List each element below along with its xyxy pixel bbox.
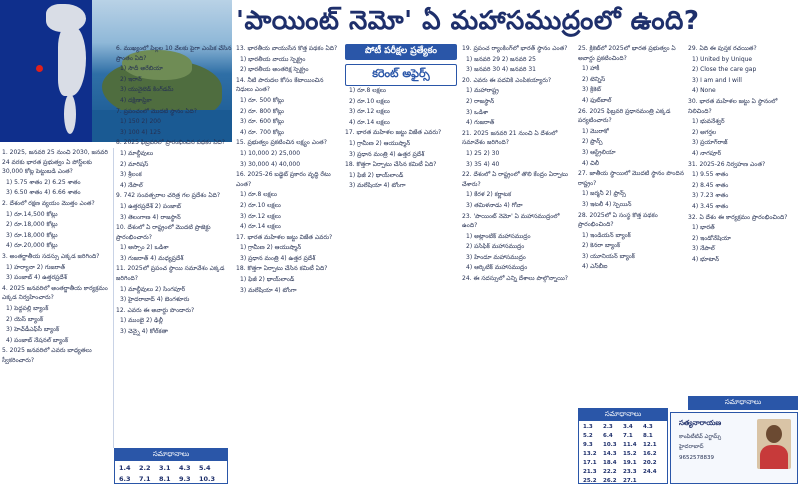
question-column-4 xyxy=(462,44,574,484)
answers-box-3 xyxy=(688,396,798,410)
question-text: 19. ప్రపంచ ర్యాంకింగ్‌లో భారత్ స్థానం ఎంత? xyxy=(462,45,568,52)
answer-option: 2) రూ.10 లక్షలు xyxy=(349,97,390,105)
answer-option: 4) పంజాబ్ నేషనల్ బ్యాంక్ xyxy=(6,336,69,344)
answer-option: 1) ఫిజీ 2) థాయ్‌లాండ్ xyxy=(240,276,295,284)
answer-option: 3) శ్రీలంక xyxy=(120,171,142,179)
answer-option: 1) ఉత్తరప్రదేశ్ 2) పంజాబ్ xyxy=(120,202,181,210)
answer-option: 2) ఫ్రాన్స్ xyxy=(582,138,603,146)
question-text: 30. భారత మహిళల జట్టు ఏ స్థానంలో నిలిచింది? xyxy=(688,97,778,115)
answer-option: 3) 7.23 శాతం xyxy=(692,192,729,200)
answer-option: 3) మలేషియా 4) టోంగా xyxy=(240,286,297,294)
question-text: 5. 2025 జనవరిలో ఎవరు బాధ్యతలు స్వీకరించారు? xyxy=(2,347,92,364)
question-text: 9. 742 సంవత్సరాల చరిత్ర గల ప్రదేశం ఏది? xyxy=(116,192,221,200)
question-column-3b xyxy=(345,86,457,484)
answer-key: 10.3 xyxy=(199,475,216,483)
question-text: 13. భారతీయ వాయుసేన కొత్త పథకం ఏది? xyxy=(236,45,338,52)
answer-option: 4) ఆర్కిటిక్ మహాసముద్రం xyxy=(466,264,528,272)
answer-option: 3) 30,000 4) 40,000 xyxy=(240,160,301,168)
answer-key: 21.3 xyxy=(583,469,597,475)
answer-option: 1) 9.55 శాతం xyxy=(692,171,729,179)
answer-option: 2) అగర్తల xyxy=(692,128,717,136)
question-text: 7. ప్రపంచంలో మొదటి స్థానం ఏది? xyxy=(116,107,197,115)
author-photo xyxy=(757,419,791,469)
answer-option: 2) Close the care gap xyxy=(692,66,757,74)
answer-key: 4.3 xyxy=(643,424,653,430)
answer-option: 4) రూ.14 లక్షలు xyxy=(240,223,281,231)
answer-option: 1) United by Unique xyxy=(692,55,753,63)
question-text: 12. ఎవరు ఈ అవార్డు పొందారు? xyxy=(116,306,195,314)
answer-key: 12.1 xyxy=(643,442,657,448)
answer-key: 5.4 xyxy=(199,464,211,472)
answer-option: 3) ప్రధాన మంత్రి 4) ఉత్తర ప్రదేశ్ xyxy=(240,254,316,262)
answer-option: 3) ఒడిశా xyxy=(466,108,489,116)
answers-box-2 xyxy=(578,408,668,484)
question-text: 27. జాతీయ స్థాయిలో మొదటి స్థానం పొందిన రాష్ట్రం? xyxy=(578,170,684,187)
answer-option: 4) రూ.20,000 కోట్లు xyxy=(6,242,58,250)
answer-key: 9.3 xyxy=(179,475,191,483)
answer-key: 26.2 xyxy=(603,478,617,484)
author-phone: 9652578839 xyxy=(679,455,714,461)
answer-key: 4.3 xyxy=(179,464,191,472)
question-text: 11. 2025లో ప్రపంచ స్థాయి సమావేశం ఎక్కడ జరిగింది? xyxy=(116,265,225,283)
answer-option: 2) రూ.18,000 కోట్లు xyxy=(6,221,58,229)
answer-option: 1) 5.75 శాతం 2) 6.25 శాతం xyxy=(6,178,81,186)
answer-option: 1) రూ. 500 కోట్లు xyxy=(240,96,284,104)
answer-key: 24.4 xyxy=(643,469,657,475)
question-text: 2. దేశంలో రక్షణ వ్యయం మొత్తం ఎంత? xyxy=(2,199,95,207)
question-column-1 xyxy=(2,148,112,448)
answer-option: 1) జర్మనీ 2) ఫ్రాన్స్ xyxy=(582,190,626,198)
answer-key: 2.2 xyxy=(139,464,151,472)
answer-option: 1) మహారాష్ట్ర xyxy=(466,87,499,95)
answer-option: 1) గ్రామీణ 2) ఆయుష్మాన్ xyxy=(240,244,302,252)
question-text: 21. 2025 జనవరి 21 నుంచి ఏ దేశంలో సమావేశం జరిగింది? xyxy=(462,129,558,147)
world-map-image xyxy=(0,0,92,142)
question-text: 24. ఈ సదస్సులో ఎన్ని దేశాలు పాల్గొన్నాయి? xyxy=(462,275,568,283)
answer-option: 2) భారతీయ అంతరిక్ష స్పెక్ట్రం xyxy=(240,66,309,74)
answer-key: 8.1 xyxy=(159,475,171,483)
answer-option: 3) హిందూ మహాసముద్రం xyxy=(466,253,526,261)
answer-option: 1) అట్లాంటిక్ మహాసముద్రం xyxy=(466,232,531,240)
answer-option: 3) రూ.12 లక్షలు xyxy=(240,212,281,220)
answer-option: 3) తమిళనాడు 4) గోవా xyxy=(466,201,523,209)
answer-option: 3) క్రికెట్ xyxy=(582,86,601,94)
author-role: కాంపిటీటివ్ ఎగ్జామ్స్ xyxy=(679,434,722,440)
answer-option: 2) 8.45 శాతం xyxy=(692,181,729,189)
question-text: 16. 2025-26 బడ్జెట్ ప్రకారం వృద్ధి రేటు ఎంత? xyxy=(236,171,331,188)
answer-option: 3) ఆస్ట్రేలియా xyxy=(582,148,616,156)
answer-option: 2) రూ.10 లక్షలు xyxy=(240,201,281,209)
answer-option: 3) తెలంగాణ 4) రాజస్థాన్ xyxy=(120,213,181,221)
answer-option: 1) ఫిజీ 2) థాయ్‌లాండ్ xyxy=(349,171,404,179)
answer-option: 1) మాల్దీవులు 2) సింగపూర్ xyxy=(120,285,186,293)
answer-option: 1) 150 2) 200 xyxy=(120,118,161,126)
question-column-6 xyxy=(688,44,798,394)
answer-option: 2) కెనరా బ్యాంక్ xyxy=(582,242,621,250)
answer-key: 16.2 xyxy=(643,451,657,457)
question-column-2 xyxy=(116,44,232,446)
answer-option: 1) సౌదీ అరేబియా xyxy=(120,65,163,73)
answer-key: 8.1 xyxy=(643,433,653,439)
answer-option: 1) భువనేశ్వర్ xyxy=(692,118,725,126)
answer-option: 2) ఇరాన్ xyxy=(120,75,142,83)
answer-key: 27.1 xyxy=(623,478,637,484)
question-text: 17. భారత మహిళల జట్టు విజేత ఎవరు? xyxy=(236,233,333,241)
author-card xyxy=(670,412,798,484)
answer-option: 1) ముంబై 2) ఢిల్లీ xyxy=(120,317,163,325)
answer-option: 3) చెన్నై 4) కోల్‌కతా xyxy=(120,328,169,336)
answer-key: 5.2 xyxy=(583,433,593,439)
answer-key: 6.3 xyxy=(119,475,131,483)
answers-heading: సమాధానాలు xyxy=(689,397,797,409)
answer-option: 2) యెస్ బ్యాంక్ xyxy=(6,315,44,323)
question-text: 18. కొత్తగా ఏర్పాటు చేసిన కమిటీ ఏది? xyxy=(236,265,328,273)
question-text: 3. అంతర్జాతీయ సదస్సు ఎక్కడ జరిగింది? xyxy=(2,252,100,260)
answer-key: 15.2 xyxy=(623,451,637,457)
question-text: 15. ప్రభుత్వం ప్రకటించిన లక్ష్యం ఎంత? xyxy=(236,139,327,147)
answer-option: 1) రూ.14,500 కోట్లు xyxy=(6,210,58,218)
answer-option: 1) 10,000 2) 25,000 xyxy=(240,149,301,157)
answer-option: 3) యునైటెడ్ కింగ్‌డమ్ xyxy=(120,86,174,94)
answer-option: 4) గుజరాత్ xyxy=(466,119,495,127)
answer-option: 2) టెన్నిస్ xyxy=(582,75,606,83)
answer-option: 3) 35 4) 40 xyxy=(466,160,500,168)
answer-key: 9.3 xyxy=(583,442,593,448)
question-text: 6. ముఖ్యంలో పిల్లల 10 వేలకు పైగా ఎంపిక చేసిన ప్రాంతం ఏది? xyxy=(116,45,232,62)
answer-key: 2.3 xyxy=(603,424,613,430)
answer-option: 3) గుజరాత్ 4) మధ్యప్రదేశ్ xyxy=(120,254,184,262)
answer-option: 1) 25 2) 30 xyxy=(466,149,500,157)
answer-key: 19.1 xyxy=(623,460,637,466)
answer-option: 1) మాల్దీవులు xyxy=(120,149,154,157)
answer-option: 3) పంజాబ్ 4) ఉత్తరప్రదేశ్ xyxy=(6,274,67,282)
answer-option: 3) మలేషియా 4) టోంగా xyxy=(349,182,406,190)
question-text: 25. క్రికెట్‌లో 2025లో భారత ప్రభుత్వం ఏ అవార్డు ప్రకటించింది? xyxy=(578,45,676,62)
answer-key: 7.1 xyxy=(139,475,151,483)
section-subtitle: కరెంట్ అఫైర్స్ xyxy=(345,64,457,86)
answer-key: 10.3 xyxy=(603,442,617,448)
answer-option: 2) రూ. 800 కోట్లు xyxy=(240,107,284,115)
question-text: 28. 2025లో ఏ సంస్థ కొత్త పథకం ప్రారంభించింది? xyxy=(578,211,658,229)
question-text: 8. 2025 ఫిబ్రవరిలో ప్రారంభించిన పథకం ఏది? xyxy=(116,139,225,147)
answer-option: 1) జనవరి 29 2) జనవరి 25 xyxy=(466,55,536,63)
answer-option: 2) ఇండోనేషియా xyxy=(692,234,731,242)
answer-key: 6.4 xyxy=(603,433,613,439)
question-text: 26. 2025 ఫిబ్రవరి ప్రధానమంత్రి ఎక్కడ పర్యటించారు? xyxy=(578,107,671,125)
answer-option: 3) 100 4) 125 xyxy=(120,128,161,136)
column-divider xyxy=(113,148,114,448)
answer-option: 1) అస్సాం 2) ఒడిశా xyxy=(120,244,169,252)
answer-option: 3) హైదరాబాద్ 4) బెంగళూరు xyxy=(120,296,190,304)
answers-grid-2 xyxy=(579,421,667,487)
answer-key: 13.2 xyxy=(583,451,597,457)
answers-heading: సమాధానాలు xyxy=(115,449,227,461)
answer-option: 3) 6.50 శాతం 4) 6.66 శాతం xyxy=(6,189,81,197)
answer-option: 2) రాజస్థాన్ xyxy=(466,97,495,105)
question-text: 10. దేశంలో ఏ రాష్ట్రంలో మొదటి ప్రాజెక్టు ప్రారంభించారు? xyxy=(116,224,211,241)
page-title: 'పాయింట్ నెమో' ఏ మహాసముద్రంలో ఉంది? xyxy=(236,6,700,36)
answer-option: 4) ఎస్‌బీఐ xyxy=(582,263,608,271)
question-column-3 xyxy=(236,44,340,484)
answer-option: 3) I am and I will xyxy=(692,76,742,84)
question-text: 32. ఏ దేశం ఈ కార్యక్రమం ప్రారంభించింది? xyxy=(688,213,788,221)
question-column-5 xyxy=(578,44,684,404)
question-text: 22. దేశంలో ఏ రాష్ట్రంలో తొలి కేంద్రం ఏర్పాటు చేశారు? xyxy=(462,171,569,188)
answer-key: 17.1 xyxy=(583,460,597,466)
answer-option: 1) రూ.8 లక్షలు xyxy=(240,191,277,199)
answer-option: 3) హెచ్‌డీఎఫ్‌సీ బ్యాంక్ xyxy=(6,326,60,334)
question-text: 20. ఎవరు ఈ పదవికి ఎంపికయ్యారు? xyxy=(462,76,552,84)
answer-option: 4) None xyxy=(692,87,716,95)
answer-option: 3) జనవరి 30 4) జనవరి 31 xyxy=(466,66,536,74)
answer-key: 23.3 xyxy=(623,469,637,475)
section-badge: పోటీ పరీక్షల ప్రత్యేకం xyxy=(345,44,457,60)
answer-option: 4) చిలీ xyxy=(582,159,600,167)
answer-option: 4) రూ. 700 కోట్లు xyxy=(240,128,284,136)
question-text: 14. నీటి పారుదల కోసం కేటాయించిన నిధులు ఎంత? xyxy=(236,76,324,94)
answer-key: 25.2 xyxy=(583,478,597,484)
question-text: 17. భారత మహిళల జట్టు విజేత ఎవరు? xyxy=(345,129,442,137)
answer-option: 1) రూ.8 లక్షలు xyxy=(349,87,386,94)
answer-option: 3) ప్రయాగ్‌రాజ్ xyxy=(692,139,728,147)
answer-option: 4) ఫుట్‌బాల్ xyxy=(582,96,612,104)
answer-option: 3) ప్రధాన మంత్రి 4) ఉత్తర ప్రదేశ్ xyxy=(349,150,425,158)
answer-key: 11.4 xyxy=(623,442,637,448)
answer-option: 1) ఇండియన్ బ్యాంక్ xyxy=(582,231,631,239)
answer-option: 3) ఇటలీ 4) స్పెయిన్ xyxy=(582,200,632,208)
author-city: హైదరాబాద్ xyxy=(679,444,704,450)
answer-option: 3) రూ. 600 కోట్లు xyxy=(240,118,284,126)
answer-option: 1) గ్రామీణ 2) ఆయుష్మాన్ xyxy=(349,139,411,147)
answers-grid-1 xyxy=(115,461,227,487)
answer-option: 4) నాగపూర్ xyxy=(692,149,722,157)
answer-option: 3) యూనియన్ బ్యాంక్ xyxy=(582,252,635,260)
question-text: 4. 2025 జనవరిలో అంతర్జాతీయ కార్యక్రమం ఎక్కడ నిర్వహించారు? xyxy=(2,284,108,302)
answer-key: 14.3 xyxy=(603,451,617,457)
answer-option: 4) రూ.14 లక్షలు xyxy=(349,118,390,126)
question-text: 18. కొత్తగా ఏర్పాటు చేసిన కమిటీ ఏది? xyxy=(345,161,437,169)
answer-option: 1) భారత్ xyxy=(692,224,715,232)
answer-option: 1) పెద్దపల్లి బ్యాంక్ xyxy=(6,304,49,312)
answer-key: 3.1 xyxy=(159,464,171,472)
answer-key: 1.4 xyxy=(119,464,131,472)
question-text: 23. 'పాయింట్ నెమో' ఏ మహాసముద్రంలో ఉంది? xyxy=(462,212,560,230)
answer-option: 3) నేపాల్ xyxy=(692,245,715,253)
answer-option: 1) కేరళ 2) కర్ణాటక xyxy=(466,191,512,199)
answer-option: 1) హాకీ xyxy=(582,65,600,73)
answer-option: 1) మొరాకో xyxy=(582,127,609,135)
question-text: 31. 2025-26 నిర్వహణ ఎంత? xyxy=(688,160,766,168)
answer-option: 4) 3.45 శాతం xyxy=(692,202,729,210)
answer-key: 18.4 xyxy=(603,460,617,466)
answer-key: 22.2 xyxy=(603,469,617,475)
answer-option: 4) భూటాన్ xyxy=(692,255,720,263)
answer-key: 3.4 xyxy=(623,424,633,430)
answer-option: 2) మారిషస్ xyxy=(120,160,149,168)
answer-key: 1.3 xyxy=(583,424,593,430)
answer-option: 3) రూ.18,000 కోట్లు xyxy=(6,231,58,239)
answer-option: 4) దక్షిణాఫ్రికా xyxy=(120,96,152,104)
answers-heading: సమాధానాలు xyxy=(579,409,667,421)
answer-option: 1) భారతీయ వాయు స్పెక్ట్రం xyxy=(240,55,306,63)
question-text: 1. 2025, జనవరి 25 నుంచి 2030, జనవరి 24 వరకు భారత ప్రభుత్వం ఏ పోస్ట్‌లకు 30,000 కోట్ల పెట్టుబడి ఎంత? xyxy=(2,149,108,176)
answer-key: 20.2 xyxy=(643,460,657,466)
answer-option: 4) నేపాల్ xyxy=(120,181,143,189)
answer-key: 7.1 xyxy=(623,433,633,439)
answer-option: 1) హర్యానా 2) గుజరాత్ xyxy=(6,263,66,271)
author-name: సత్యనారాయణ xyxy=(679,419,722,427)
question-text: 29. ఏది ఈ పుస్తక రచయిత? xyxy=(688,45,757,52)
answer-option: 3) రూ.12 లక్షలు xyxy=(349,108,390,116)
answers-box-1 xyxy=(114,448,228,484)
answer-option: 2) పసిఫిక్ మహాసముద్రం xyxy=(466,243,525,251)
point-nemo-marker xyxy=(36,65,43,72)
